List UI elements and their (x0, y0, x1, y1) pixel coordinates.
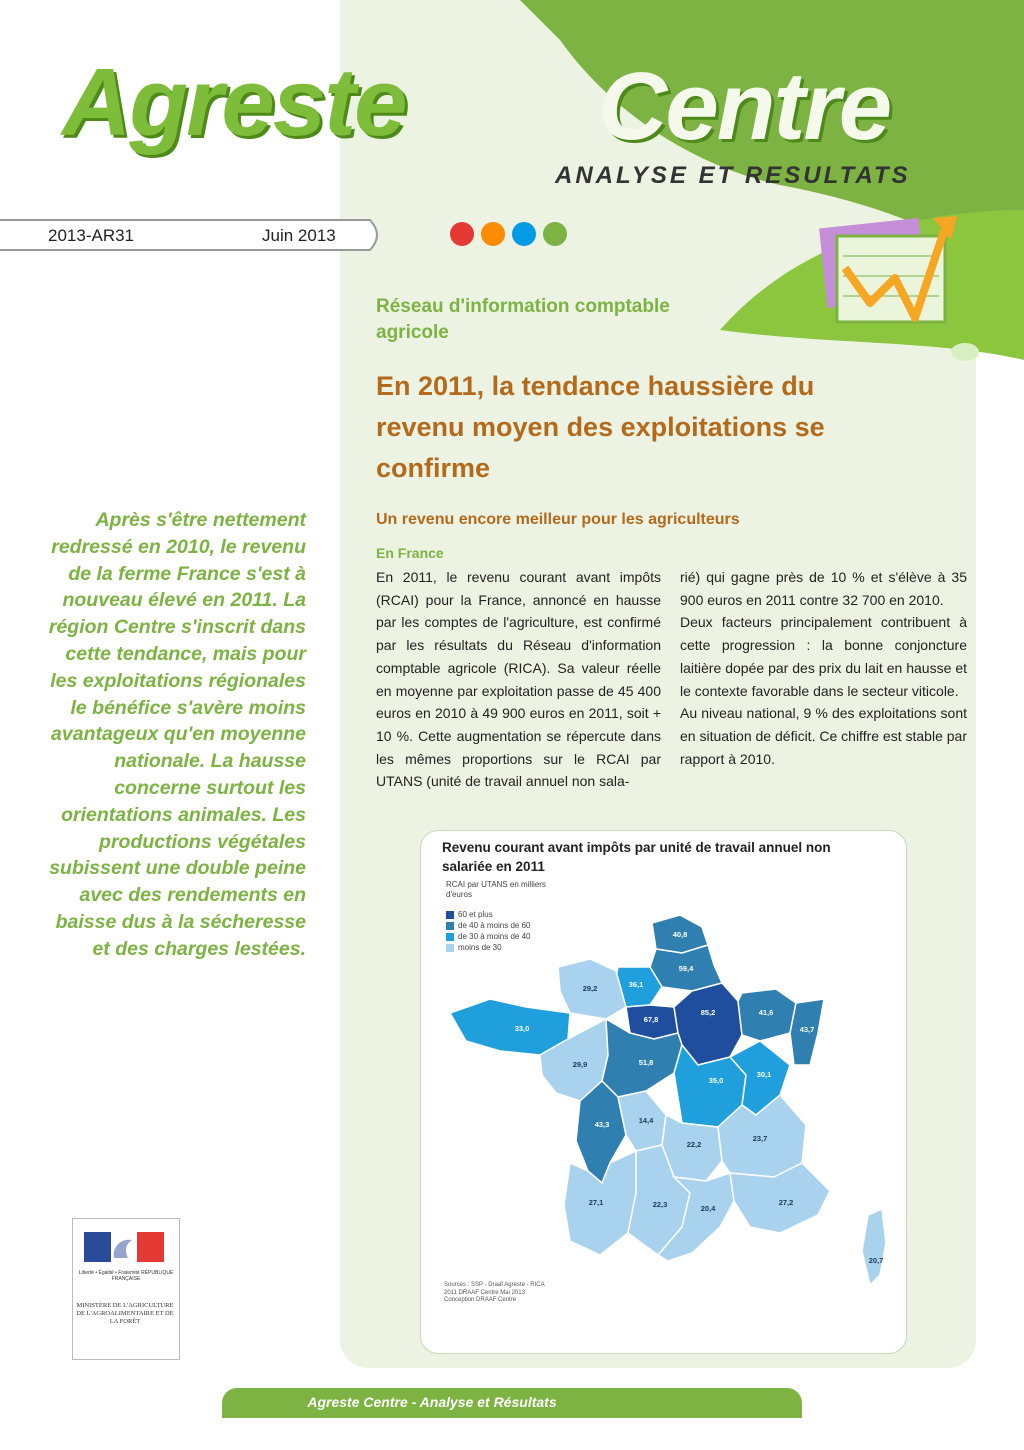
paragraph: Au niveau national, 9 % des exploitations sont en situation de déficit. Ce chiffre est stable par rapport à 2010. (680, 705, 967, 767)
orange-dot (481, 222, 505, 246)
region-value-label: 67,8 (643, 1015, 659, 1024)
region-value-label: 22,2 (686, 1140, 702, 1149)
paragraph: Deux facteurs principalement contribuent à cette progression : la bonne conjoncture laitière dopée par des prix du lait en hausse et le contexte favorable dans le secteur viticole. (680, 614, 967, 699)
footer-text: Agreste Centre - Analyse et Résultats (307, 1394, 557, 1410)
legend-label: de 30 à moins de 40 (458, 932, 531, 941)
logo-centre: Centre (598, 53, 891, 160)
legend-label: 60 et plus (458, 910, 493, 919)
section-title: Un revenu encore meilleur pour les agriculteurs (376, 511, 740, 528)
region-corse (862, 1209, 886, 1285)
text-column-left (376, 566, 661, 793)
region-value-label: 59,4 (678, 964, 694, 973)
text-column-right (680, 566, 967, 770)
issue-code: 2013-AR31 (48, 226, 135, 245)
legend-title: RCAI par UTANS en milliers d'euros (446, 880, 546, 899)
blue-dot (512, 222, 536, 246)
rising-chart-icon (815, 208, 965, 338)
legend-label: de 40 à moins de 60 (458, 921, 531, 930)
region-value-label: 14,4 (638, 1116, 654, 1125)
green-dot (543, 222, 567, 246)
region-value-label: 20,7 (868, 1256, 884, 1265)
region-value-label: 33,0 (514, 1024, 530, 1033)
region-value-label: 35,0 (708, 1076, 724, 1085)
article-title: En 2011, la tendance haussière du revenu moyen des exploitations se confirme (376, 371, 825, 483)
issue-date: Juin 2013 (262, 226, 336, 245)
region-value-label: 41,6 (758, 1008, 774, 1017)
region-value-label: 85,2 (700, 1008, 716, 1017)
summary-quote: Après s'être nettement redressé en 2010, le revenu de la ferme France s'est à nouveau élevé en 2011. La région Centre s'inscrit dans cette tendance, mais pour les exploitations régionales le bénéfice s'avère moins avantageux qu'en moyenne nationale. La hausse concerne surtout les orientations animales. Les productions végétales subissent une double peine avec des rendements en baisse dus à la sécheresse et des charges lestées. (48, 509, 306, 960)
france-map (430, 915, 900, 1325)
region-value-label: 20,4 (700, 1204, 716, 1213)
marianne-flag-icon (84, 1232, 164, 1262)
region-value-label: 27,1 (588, 1198, 604, 1207)
logo-agreste: Agreste (62, 49, 406, 156)
region-value-label: 43,7 (799, 1025, 815, 1034)
publication-subtitle: ANALYSE ET RESULTATS (555, 162, 911, 189)
map-title: Revenu courant avant impôts par unité de travail annuel non salariée en 2011 (442, 840, 831, 874)
region-value-label: 40,8 (672, 930, 688, 939)
red-dot (450, 222, 474, 246)
paragraph: En 2011, le revenu courant avant impôts (RCAI) pour la France, annoncé en hausse par les comptes de l'agriculture, est confirmé par les résultats du Réseau d'information comptable agricole (RICA). Sa valeur réelle en moyenne par exploitation passe de 45 400 euros en 2010 à 49 900 euros en 2011, soit + 10 %. Cette augmentation se répercute dans les mêmes proportions sur le RCAI par UTANS (unité de travail annuel non sala- (376, 569, 661, 790)
region-value-label: 29,2 (582, 984, 598, 993)
region-value-label: 27,2 (778, 1198, 794, 1207)
region-value-label: 51,8 (638, 1058, 654, 1067)
region-value-label: 22,3 (652, 1200, 668, 1209)
region-value-label: 36,1 (628, 980, 644, 989)
section-subtitle: En France (376, 545, 444, 561)
map-sources: Sources : SSP - Draaf Agreste - RICA 2011 DRAAF Centre Mai 2013 Conception DRAAF Centre (444, 1282, 545, 1303)
region-value-label: 29,9 (572, 1060, 588, 1069)
ministry-name: MINISTÈRE DE L'AGRICULTURE DE L'AGROALIMENTAIRE ET DE LA FORÊT (76, 1302, 174, 1325)
region-bretagne (450, 999, 570, 1055)
legend-label: moins de 30 (458, 943, 502, 952)
paragraph: rié) qui gagne près de 10 % et s'élève à 35 900 euros en 2011 contre 32 700 en 2010. (680, 569, 967, 608)
region-value-label: 30,1 (756, 1070, 772, 1079)
article-kicker: Réseau d'information comptable agricole (376, 296, 670, 343)
republique-francaise-label: Liberté • Égalité • Fraternité RÉPUBLIQUE FRANÇAISE (78, 1270, 174, 1282)
region-value-label: 23,7 (752, 1134, 768, 1143)
region-value-label: 43,3 (594, 1120, 610, 1129)
